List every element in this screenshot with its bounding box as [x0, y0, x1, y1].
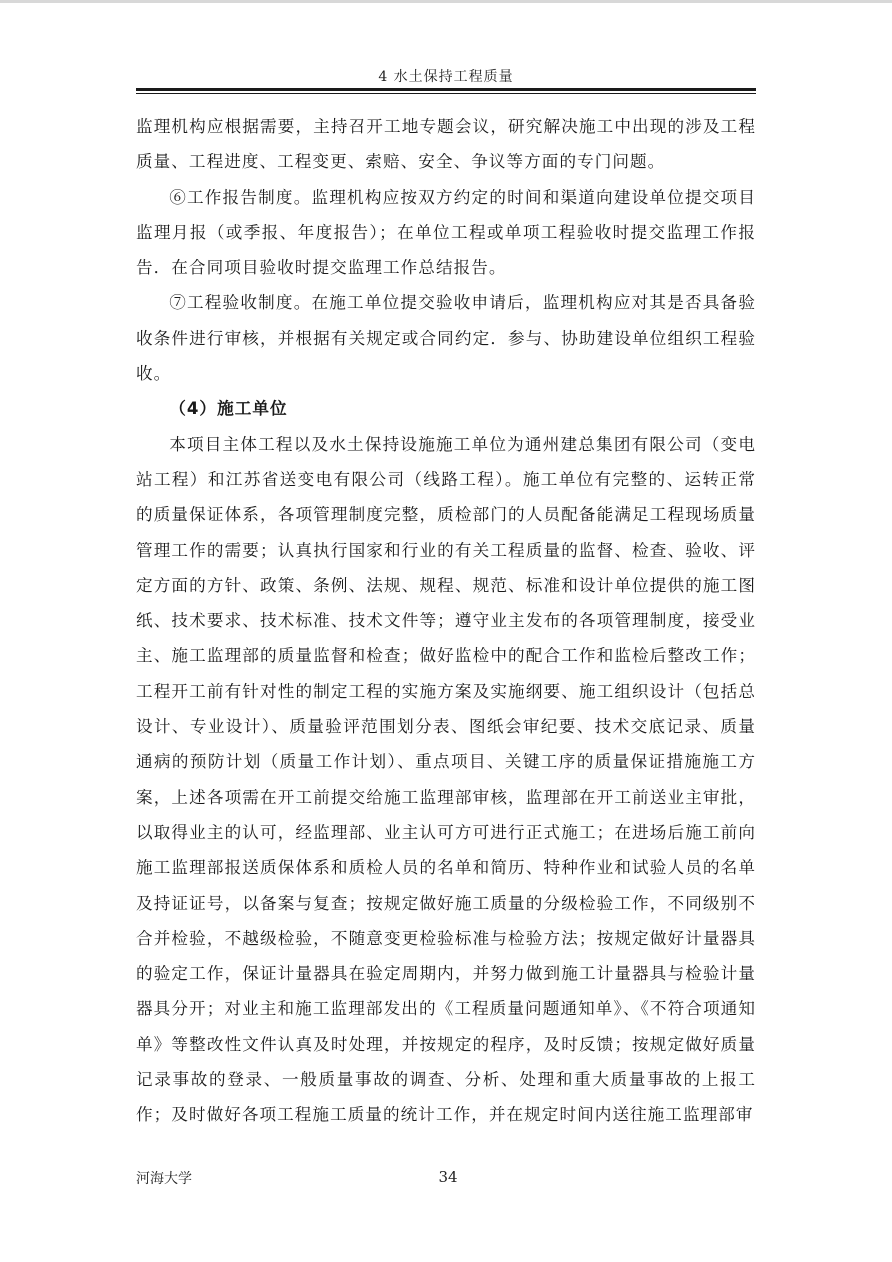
running-header: 4 水土保持工程质量 [378, 69, 514, 85]
paragraph-construction-unit: 本项目主体工程以及水土保持设施施工单位为通州建总集团有限公司（变电站工程）和江苏省送变电有限公司（线路工程）。施工单位有完整的、运转正常的质量保证体系，各项管理制度完整，质检部门的人员配备能满足工程现场质量管理工作的需要；认真执行国家和行业的有关工程质量的监督、检查、验收、评定方面的方针、政策、条例、法规、规程、规范、标准和设计单位提供的施工图纸、技术要求、技术标准、技术文件等；遵守业主发布的各项管理制度，接受业主、施工监理部的质量监督和检查；做好监检中的配合工作和监检后整改工作；工程开工前有针对性的制定工程的实施方案及实施纲要、施工组织设计（包括总设计、专业设计）、质量验评范围划分表、图纸会审纪要、技术交底记录、质量通病的预防计划（质量工作计划）、重点项目、关键工序的质量保证措施施工方案，上述各项需在开工前提交给施工监理部审核，监理部在开工前送业主审批，以取得业主的认可，经监理部、业主认可方可进行正式施工；在进场后施工前向施工监理部报送质保体系和质检人员的名单和简历、特种作业和试验人员的名单及持证证号，以备案与复查；按规定做好施工质量的分级检验工作，不同级别不合并检验，不越级检验，不随意变更检验标准与检验方法；按规定做好计量器具的验定工作，保证计量器具在验定周期内，并努力做到施工计量器具与检验计量器具分开；对业主和施工监理部发出的《工程质量问题通知单》、《不符合项通知单》等整改性文件认真及时处理，并按规定的程序，及时反馈；按规定做好质量记录事故的登录、一般质量事故的调查、分析、处理和重大质量事故的上报工作；及时做好各项工程施工质量的统计工作，并在规定时间内送往施工监理部审 [136, 434, 756, 1125]
body-text [136, 109, 756, 1133]
section-heading: （4）施工单位 [169, 399, 288, 419]
footer-institution: 河海大学 [136, 1171, 192, 1187]
page-top-edge [0, 0, 892, 3]
paragraph-work-report-system: ⑥工作报告制度。监理机构应按双方约定的时间和渠道向建设单位提交项目监理月报（或季报、年度报告）；在单位工程或单项工程验收时提交监理工作报告．在合同项目验收时提交监理工作总结报告。 [136, 187, 756, 278]
header-rule-thick [136, 88, 756, 91]
page-number: 34 [438, 1168, 458, 1186]
paragraph-continued: 监理机构应根据需要，主持召开工地专题会议，研究解决施工中出现的涉及工程质量、工程进度、工程变更、索赔、安全、争议等方面的专门问题。 [136, 117, 756, 172]
paragraph-acceptance-system: ⑦工程验收制度。在施工单位提交验收申请后，监理机构应对其是否具备验收条件进行审核，并根据有关规定或合同约定．参与、协助建设单位组织工程验收。 [136, 293, 756, 384]
header-rule-thin [136, 93, 756, 94]
